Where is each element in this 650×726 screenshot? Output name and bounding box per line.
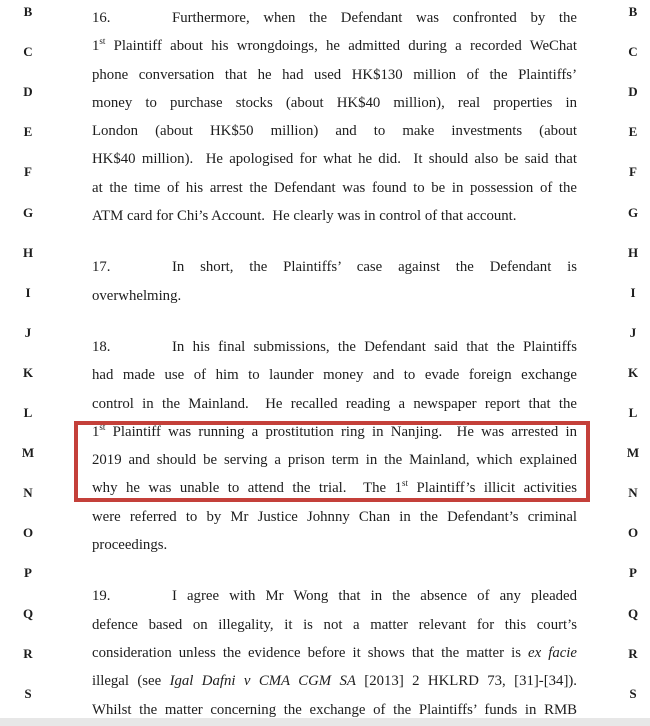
text-segment: overwhelming. (92, 287, 182, 304)
text-line (92, 611, 577, 639)
text-segment: st (402, 478, 409, 489)
margin-letter-left-R: R (23, 645, 33, 661)
paragraph-18 (92, 333, 577, 559)
text-line (92, 32, 577, 60)
margin-letter-left-C: C (23, 44, 33, 60)
text-segment: Igal Dafni v CMA CGM SA (169, 673, 356, 690)
text-segment: Plaintiff about his wrongdoings, he admitted during a recorded WeChat (105, 38, 577, 55)
margin-letter-right-H: H (627, 244, 639, 260)
text-segment: illegal (see (92, 673, 170, 690)
margin-letter-right-I: I (630, 284, 636, 300)
margin-letter-left-B: B (23, 4, 33, 19)
margin-letter-left-I: I (25, 284, 31, 300)
text-line (92, 282, 577, 310)
text-segment: consideration unless the evidence before it shows that the matter is (92, 644, 529, 661)
text-line-highlighted (92, 474, 577, 502)
text-segment: st (99, 421, 106, 432)
paragraph-number: 17. (92, 259, 111, 276)
margin-letter-left-N: N (23, 485, 33, 501)
margin-letter-left-J: J (24, 324, 32, 340)
text-segment: 1 (92, 423, 100, 440)
text-segment: In his final submissions, the Defendant said that the Plaintiffs (172, 338, 577, 355)
text-line (92, 89, 577, 117)
margin-letter-left-M: M (21, 445, 35, 461)
text-segment: I agree with Mr Wong that in the absence of any pleaded (172, 588, 577, 605)
page-bottom-edge (0, 718, 650, 726)
text-segment: 2019 and should be serving a prison term in the Mainland, which explained (92, 452, 577, 469)
text-line (92, 4, 577, 32)
text-line (92, 582, 577, 610)
text-segment: [2013] 2 HKLRD 73, [31]-[34]). (355, 673, 577, 690)
text-line (92, 639, 577, 667)
margin-letter-right-O: O (627, 525, 639, 541)
margin-letter-left-D: D (23, 84, 33, 100)
text-segment: had made use of him to launder money and to evade foreign exchange (92, 367, 577, 384)
paragraph-number: 19. (92, 588, 111, 605)
text-segment: London (about HK$50 million) and to make investments (about (92, 123, 577, 140)
margin-letter-left-K: K (22, 364, 34, 380)
margin-letter-right-C: C (628, 44, 638, 60)
margin-letter-right-Q: Q (627, 605, 639, 621)
margin-letter-right-G: G (627, 204, 639, 220)
paragraph-19 (92, 582, 577, 723)
margin-letter-left-E: E (23, 124, 33, 140)
margin-letter-right-S: S (629, 685, 637, 701)
margin-letter-right-J: J (629, 324, 637, 340)
margin-column-right (622, 0, 644, 726)
text-segment: defence based on illegality, it is not a matter relevant for this court’s (92, 616, 577, 633)
paragraph-17 (92, 253, 577, 310)
paragraph-number: 18. (92, 338, 111, 355)
text-segment: Furthermore, when the Defendant was confronted by the (172, 10, 577, 26)
margin-letter-right-K: K (627, 364, 639, 380)
text-segment: Plaintiff was running a prostitution ring in Nanjing. He was arrested in (105, 423, 577, 440)
text-segment: money to purchase stocks (about HK$40 million), real properties in (92, 94, 577, 111)
margin-letter-right-P: P (629, 565, 637, 581)
text-segment: proceedings. (92, 537, 168, 554)
paragraph-16 (92, 4, 577, 230)
text-segment: In short, the Plaintiffs’ case against the Defendant is (172, 259, 577, 276)
margin-letter-left-G: G (22, 204, 34, 220)
text-segment: ATM card for Chi’s Account. He clearly was in control of that account. (92, 208, 517, 225)
text-segment: HK$40 million). He apologised for what he did. It should also be said that (92, 151, 577, 168)
text-segment: Whilst the matter concerning the exchange of the Plaintiffs’ funds in RMB (92, 701, 577, 718)
margin-letter-left-P: P (24, 565, 32, 581)
text-line-highlighted (92, 446, 577, 474)
margin-letter-left-Q: Q (22, 605, 34, 621)
text-segment: st (99, 36, 106, 47)
text-segment: at the time of his arrest the Defendant was found to be in possession of the (92, 179, 577, 196)
text-line (92, 61, 577, 89)
text-segment: why he was unable to attend the trial. The 1 (92, 480, 402, 497)
margin-letter-right-N: N (628, 485, 638, 501)
margin-letter-left-O: O (22, 525, 34, 541)
text-segment: ex facie (528, 644, 577, 661)
text-line (92, 174, 577, 202)
text-line (92, 145, 577, 173)
margin-letter-right-M: M (626, 445, 640, 461)
text-line (92, 531, 577, 559)
margin-letter-left-S: S (24, 685, 32, 701)
text-block (92, 4, 577, 724)
text-segment: Plaintiff’s illicit activities (408, 480, 577, 497)
margin-letter-right-E: E (628, 124, 638, 140)
text-line (92, 202, 577, 230)
text-line (92, 390, 577, 418)
text-segment: control in the Mainland. He recalled reading a newspaper report that the (92, 395, 577, 412)
paragraph-number: 16. (92, 10, 111, 26)
text-line (92, 361, 577, 389)
text-line (92, 333, 577, 361)
text-line-highlighted (92, 418, 577, 446)
text-segment: were referred to by Mr Justice Johnny Chan in the Defendant’s criminal (92, 508, 577, 525)
text-line (92, 117, 577, 145)
text-line (92, 667, 577, 695)
margin-letter-right-L: L (628, 405, 638, 420)
margin-letter-right-B: B (628, 4, 638, 19)
margin-column-left (17, 0, 39, 726)
margin-letter-right-D: D (628, 84, 638, 100)
text-segment: phone conversation that he had used HK$130 million of the Plaintiffs’ (92, 66, 577, 83)
margin-letter-right-F: F (629, 164, 637, 180)
text-line (92, 253, 577, 281)
text-line (92, 503, 577, 531)
text-segment: 1 (92, 38, 100, 55)
margin-letter-left-L: L (23, 405, 33, 420)
margin-letter-right-R: R (628, 645, 638, 661)
margin-letter-left-H: H (22, 244, 34, 260)
margin-letter-left-F: F (24, 164, 32, 180)
